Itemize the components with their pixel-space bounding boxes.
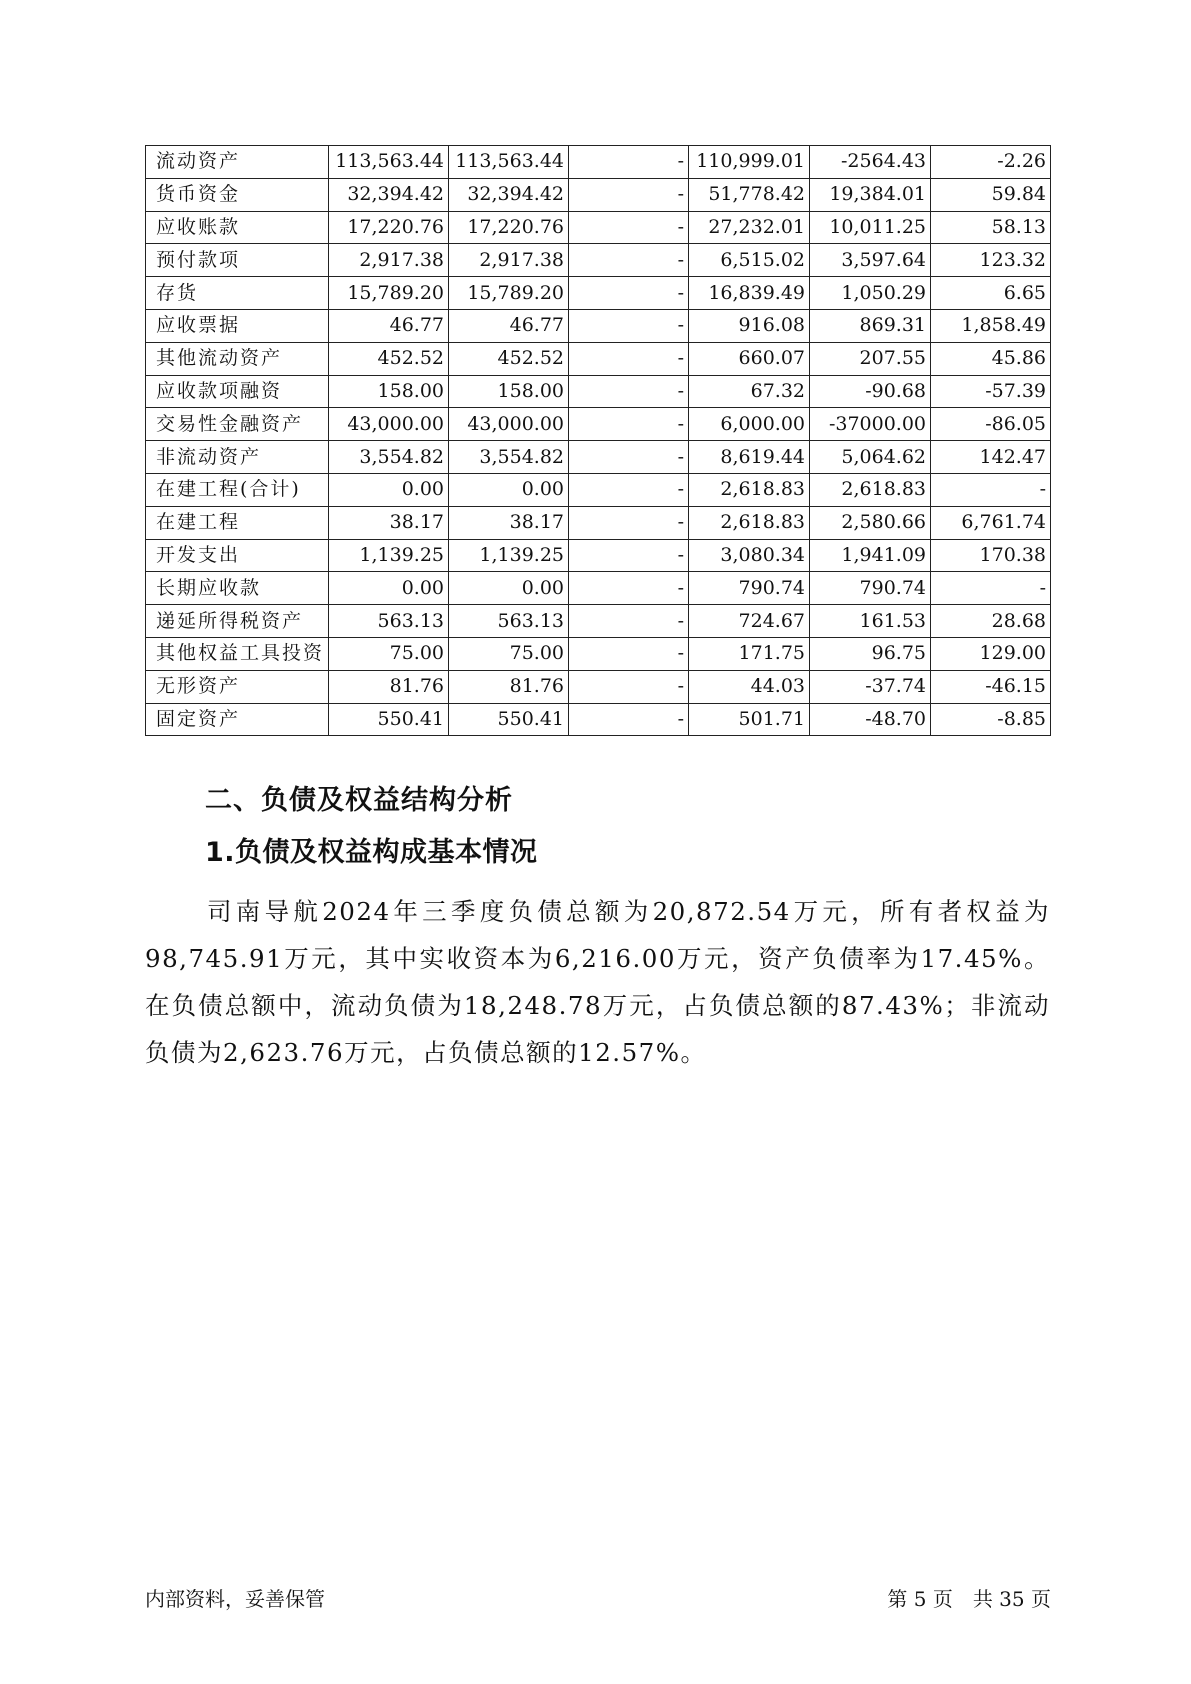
value-cell: -37000.00 — [810, 408, 931, 441]
row-label-cell: 预付款项 — [146, 244, 329, 277]
row-label-cell: 递延所得税资产 — [146, 605, 329, 638]
value-cell: 6,515.02 — [689, 244, 810, 277]
value-cell: 32,394.42 — [329, 178, 449, 211]
table-row — [146, 572, 1051, 605]
value-cell: 81.76 — [329, 670, 449, 703]
value-cell: 3,554.82 — [449, 441, 569, 474]
value-cell: 46.77 — [329, 309, 449, 342]
row-label-cell: 货币资金 — [146, 178, 329, 211]
value-cell: -57.39 — [931, 375, 1051, 408]
value-cell: - — [569, 572, 689, 605]
value-cell: 1,858.49 — [931, 309, 1051, 342]
row-label-cell: 交易性金融资产 — [146, 408, 329, 441]
value-cell: - — [569, 539, 689, 572]
value-cell: 452.52 — [329, 342, 449, 375]
table-row — [146, 408, 1051, 441]
table-row — [146, 506, 1051, 539]
table-row — [146, 178, 1051, 211]
row-label-cell: 其他流动资产 — [146, 342, 329, 375]
row-label-cell: 长期应收款 — [146, 572, 329, 605]
value-cell: -90.68 — [810, 375, 931, 408]
asset-table — [145, 145, 1051, 736]
value-cell: -86.05 — [931, 408, 1051, 441]
value-cell: 81.76 — [449, 670, 569, 703]
value-cell: 17,220.76 — [329, 211, 449, 244]
value-cell: 790.74 — [810, 572, 931, 605]
value-cell: 5,064.62 — [810, 441, 931, 474]
value-cell: 0.00 — [449, 572, 569, 605]
value-cell: 171.75 — [689, 637, 810, 670]
value-cell: 869.31 — [810, 309, 931, 342]
row-label-cell: 存货 — [146, 277, 329, 310]
value-cell: 67.32 — [689, 375, 810, 408]
value-cell: 161.53 — [810, 605, 931, 638]
row-label-cell: 非流动资产 — [146, 441, 329, 474]
table-row — [146, 670, 1051, 703]
value-cell: 790.74 — [689, 572, 810, 605]
row-label-cell: 其他权益工具投资 — [146, 637, 329, 670]
value-cell: 501.71 — [689, 703, 810, 736]
value-cell: 32,394.42 — [449, 178, 569, 211]
row-label-cell: 固定资产 — [146, 703, 329, 736]
table-row — [146, 211, 1051, 244]
value-cell: - — [931, 572, 1051, 605]
value-cell: 916.08 — [689, 309, 810, 342]
value-cell: 142.47 — [931, 441, 1051, 474]
row-label-cell: 应收票据 — [146, 309, 329, 342]
value-cell: 0.00 — [329, 572, 449, 605]
value-cell: - — [569, 178, 689, 211]
value-cell: 10,011.25 — [810, 211, 931, 244]
table-row — [146, 309, 1051, 342]
value-cell: 38.17 — [449, 506, 569, 539]
value-cell: 59.84 — [931, 178, 1051, 211]
value-cell: 452.52 — [449, 342, 569, 375]
value-cell: - — [569, 375, 689, 408]
value-cell: 724.67 — [689, 605, 810, 638]
value-cell: 113,563.44 — [329, 146, 449, 179]
footer-page-number: 第 5 页 共 35 页 — [887, 1587, 1051, 1611]
value-cell: - — [569, 637, 689, 670]
value-cell: -8.85 — [931, 703, 1051, 736]
table-row — [146, 637, 1051, 670]
value-cell: - — [569, 211, 689, 244]
value-cell: - — [569, 244, 689, 277]
value-cell: 16,839.49 — [689, 277, 810, 310]
row-label-cell: 在建工程(合计) — [146, 473, 329, 506]
table-row — [146, 342, 1051, 375]
table-row — [146, 277, 1051, 310]
value-cell: 6,000.00 — [689, 408, 810, 441]
value-cell: 158.00 — [329, 375, 449, 408]
value-cell: 113,563.44 — [449, 146, 569, 179]
value-cell: 1,941.09 — [810, 539, 931, 572]
row-label-cell: 流动资产 — [146, 146, 329, 179]
value-cell: 170.38 — [931, 539, 1051, 572]
value-cell: -37.74 — [810, 670, 931, 703]
section-subheading: 1.负债及权益构成基本情况 — [205, 837, 538, 868]
value-cell: 45.86 — [931, 342, 1051, 375]
value-cell: 19,384.01 — [810, 178, 931, 211]
value-cell: 0.00 — [449, 473, 569, 506]
value-cell: 6,761.74 — [931, 506, 1051, 539]
value-cell: 15,789.20 — [329, 277, 449, 310]
value-cell: 28.68 — [931, 605, 1051, 638]
value-cell: 3,080.34 — [689, 539, 810, 572]
value-cell: 110,999.01 — [689, 146, 810, 179]
section-heading: 二、负债及权益结构分析 — [205, 785, 513, 816]
value-cell: 2,618.83 — [689, 473, 810, 506]
value-cell: - — [569, 441, 689, 474]
footer-confidential-note: 内部资料，妥善保管 — [145, 1587, 325, 1611]
value-cell: - — [569, 605, 689, 638]
row-label-cell: 应收账款 — [146, 211, 329, 244]
value-cell: - — [569, 703, 689, 736]
value-cell: 129.00 — [931, 637, 1051, 670]
value-cell: - — [569, 506, 689, 539]
value-cell: 123.32 — [931, 244, 1051, 277]
table-row — [146, 375, 1051, 408]
value-cell: -48.70 — [810, 703, 931, 736]
value-cell: 96.75 — [810, 637, 931, 670]
value-cell: 51,778.42 — [689, 178, 810, 211]
value-cell: 207.55 — [810, 342, 931, 375]
row-label-cell: 开发支出 — [146, 539, 329, 572]
value-cell: 158.00 — [449, 375, 569, 408]
value-cell: 2,917.38 — [449, 244, 569, 277]
value-cell: 550.41 — [329, 703, 449, 736]
body-paragraph: 司南导航2024年三季度负债总额为20,872.54万元，所有者权益为98,745.91万元，其中实收资本为6,216.00万元，资产负债率为17.45%。在负债总额中，流动负债为18,248.78万元，占负债总额的87.43%；非流动负债为2,623.76万元，占负债总额的12.57%。 — [145, 897, 1050, 1067]
value-cell: 15,789.20 — [449, 277, 569, 310]
value-cell: - — [931, 473, 1051, 506]
value-cell: 563.13 — [449, 605, 569, 638]
value-cell: 46.77 — [449, 309, 569, 342]
value-cell: - — [569, 342, 689, 375]
value-cell: 38.17 — [329, 506, 449, 539]
value-cell: - — [569, 670, 689, 703]
asset-table-container — [145, 145, 1051, 736]
value-cell: - — [569, 146, 689, 179]
value-cell: -2.26 — [931, 146, 1051, 179]
value-cell: 563.13 — [329, 605, 449, 638]
table-row — [146, 441, 1051, 474]
value-cell: - — [569, 309, 689, 342]
value-cell: 2,580.66 — [810, 506, 931, 539]
value-cell: 1,139.25 — [329, 539, 449, 572]
table-row — [146, 539, 1051, 572]
value-cell: 58.13 — [931, 211, 1051, 244]
row-label-cell: 应收款项融资 — [146, 375, 329, 408]
value-cell: - — [569, 473, 689, 506]
row-label-cell: 在建工程 — [146, 506, 329, 539]
table-row — [146, 146, 1051, 179]
value-cell: 44.03 — [689, 670, 810, 703]
value-cell: 6.65 — [931, 277, 1051, 310]
value-cell: 3,554.82 — [329, 441, 449, 474]
table-row — [146, 473, 1051, 506]
value-cell: 1,050.29 — [810, 277, 931, 310]
value-cell: 2,917.38 — [329, 244, 449, 277]
value-cell: 660.07 — [689, 342, 810, 375]
value-cell: - — [569, 277, 689, 310]
value-cell: 3,597.64 — [810, 244, 931, 277]
asset-table-body — [146, 146, 1051, 736]
row-label-cell: 无形资产 — [146, 670, 329, 703]
value-cell: - — [569, 408, 689, 441]
value-cell: 550.41 — [449, 703, 569, 736]
table-row — [146, 605, 1051, 638]
value-cell: 75.00 — [329, 637, 449, 670]
value-cell: 17,220.76 — [449, 211, 569, 244]
value-cell: -2564.43 — [810, 146, 931, 179]
value-cell: 8,619.44 — [689, 441, 810, 474]
value-cell: -46.15 — [931, 670, 1051, 703]
table-row — [146, 244, 1051, 277]
value-cell: 43,000.00 — [329, 408, 449, 441]
value-cell: 2,618.83 — [689, 506, 810, 539]
table-row — [146, 703, 1051, 736]
value-cell: 43,000.00 — [449, 408, 569, 441]
value-cell: 27,232.01 — [689, 211, 810, 244]
value-cell: 1,139.25 — [449, 539, 569, 572]
value-cell: 2,618.83 — [810, 473, 931, 506]
value-cell: 75.00 — [449, 637, 569, 670]
value-cell: 0.00 — [329, 473, 449, 506]
